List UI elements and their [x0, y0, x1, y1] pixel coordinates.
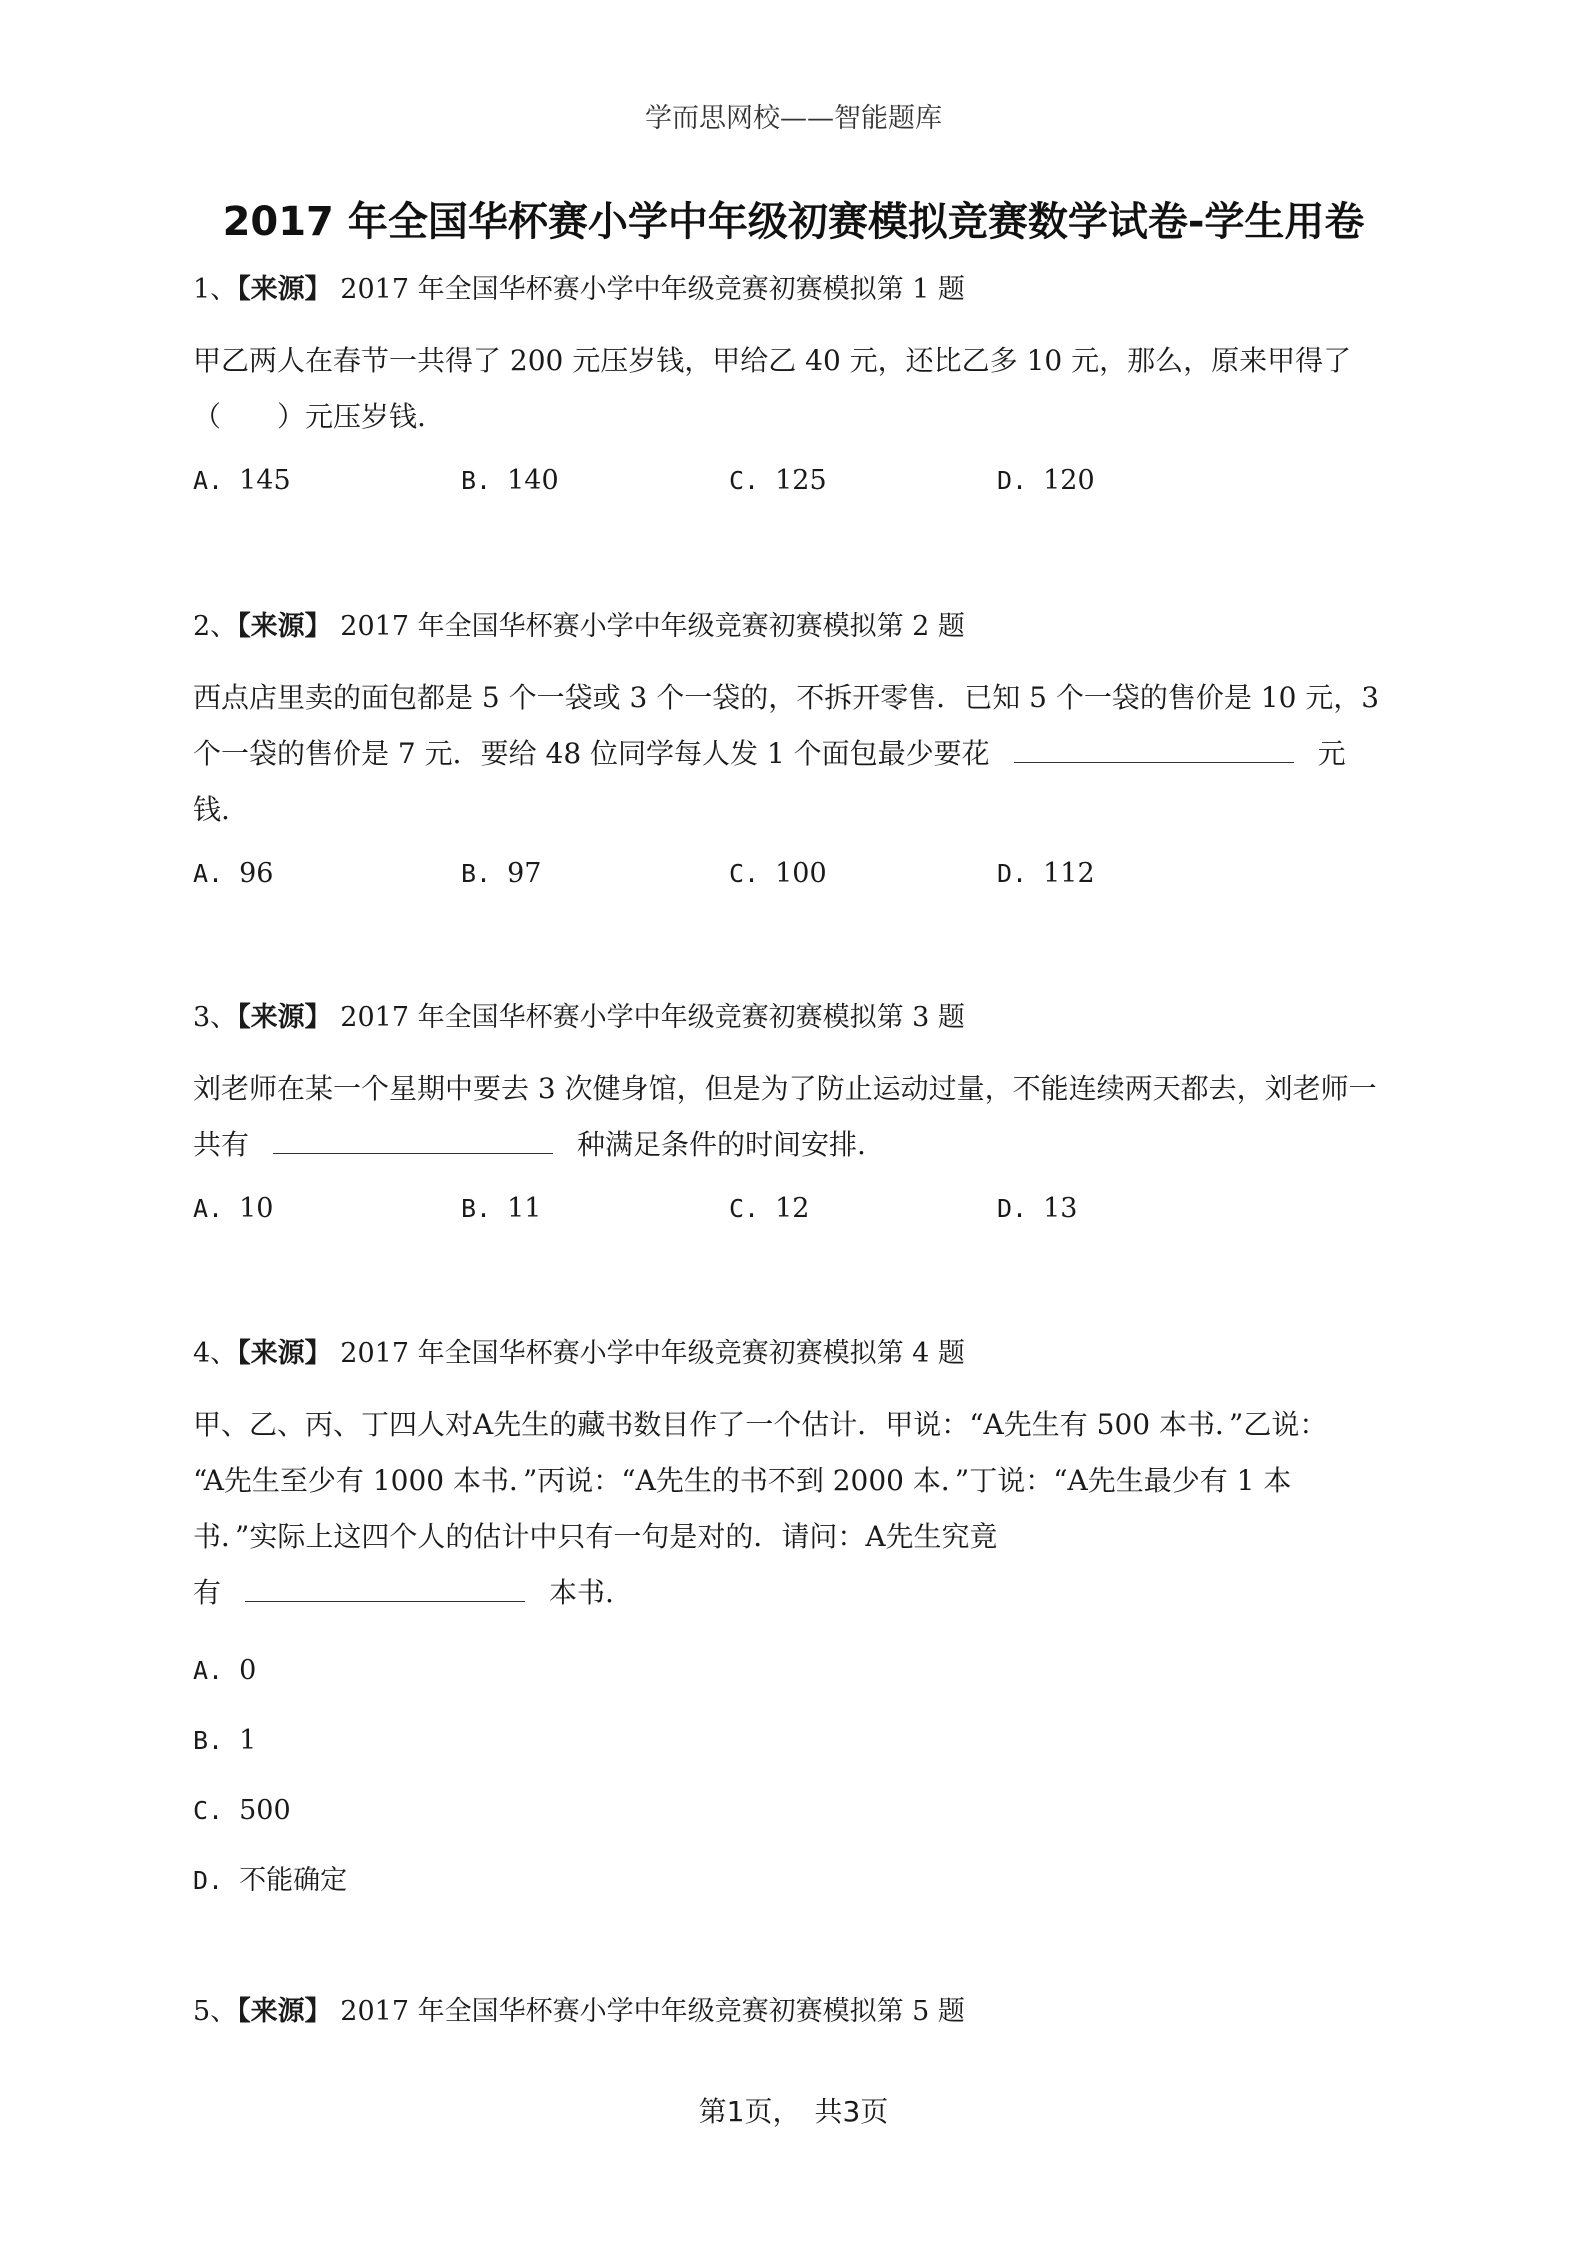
text-line: 钱.	[193, 793, 230, 826]
answer-blank[interactable]	[1014, 736, 1294, 763]
source-text: 2017 年全国华杯赛小学中年级竞赛初赛模拟第 4 题	[340, 1338, 965, 1369]
source-label: 【来源】	[237, 1338, 332, 1369]
question-source	[193, 607, 1403, 647]
page-header: 学而思网校——智能题库	[645, 103, 942, 134]
question-number: 2、	[193, 611, 238, 642]
source-text: 2017 年全国华杯赛小学中年级竞赛初赛模拟第 2 题	[340, 611, 965, 642]
option-d[interactable]: D. 13	[997, 1193, 1078, 1224]
option-b[interactable]: B. 97	[461, 858, 542, 889]
text-line: 个一袋的售价是 7 元．要给 48 位同学每人发 1 个面包最少要花 元	[193, 737, 1346, 770]
text-line: 有 本书.	[193, 1576, 614, 1609]
option-c[interactable]: C. 100	[729, 858, 827, 889]
option-a[interactable]: A. 0	[193, 1655, 257, 1686]
exam-title: 2017 年全国华杯赛小学中年级初赛模拟竞赛数学试卷-学生用卷	[222, 199, 1365, 245]
text-line: “A先生至少有 1000 本书．”丙说：“A先生的书不到 2000 本．”丁说：“A先生最少有 1 本	[193, 1464, 1292, 1497]
question-number: 3、	[193, 1002, 238, 1033]
source-text: 2017 年全国华杯赛小学中年级竞赛初赛模拟第 1 题	[340, 274, 965, 305]
question-number: 4、	[193, 1338, 238, 1369]
option-a[interactable]: A. 10	[193, 1193, 274, 1224]
text-line: 共有 种满足条件的时间安排.	[193, 1128, 866, 1161]
question-text	[193, 1061, 1403, 1173]
text-line: 西点店里卖的面包都是 5 个一袋或 3 个一袋的，不拆开零售．已知 5 个一袋的售价是 10 元，3	[193, 681, 1380, 714]
option-d[interactable]: D. 120	[997, 465, 1095, 496]
source-text: 2017 年全国华杯赛小学中年级竞赛初赛模拟第 3 题	[340, 1002, 965, 1033]
question-text	[193, 333, 1403, 445]
options-row	[193, 858, 1403, 898]
text-line: （ ）元压岁钱.	[193, 400, 426, 433]
question-2	[193, 607, 1403, 898]
question-number: 1、	[193, 274, 238, 305]
question-source	[193, 1992, 1403, 2032]
options-row	[193, 1193, 1403, 1233]
option-c[interactable]: C. 125	[729, 465, 827, 496]
question-4	[193, 1334, 1403, 1901]
question-source	[193, 270, 1403, 310]
option-b[interactable]: B. 140	[461, 465, 559, 496]
answer-blank[interactable]	[245, 1575, 525, 1602]
question-source	[193, 998, 1403, 1038]
option-a[interactable]: A. 96	[193, 858, 274, 889]
question-3	[193, 998, 1403, 1233]
source-label: 【来源】	[237, 274, 332, 305]
source-label: 【来源】	[237, 611, 332, 642]
question-number: 5、	[193, 1996, 238, 2027]
text-line: 书．”实际上这四个人的估计中只有一句是对的．请问：A先生究竟	[193, 1520, 998, 1553]
source-text: 2017 年全国华杯赛小学中年级竞赛初赛模拟第 5 题	[340, 1996, 965, 2027]
option-a[interactable]: A. 145	[193, 465, 291, 496]
question-source	[193, 1334, 1403, 1374]
option-b[interactable]: B. 1	[193, 1725, 257, 1756]
question-1	[193, 270, 1403, 505]
option-d[interactable]: D. 112	[997, 858, 1095, 889]
source-label: 【来源】	[237, 1996, 332, 2027]
text-line: 刘老师在某一个星期中要去 3 次健身馆，但是为了防止运动过量，不能连续两天都去，刘老师一	[193, 1072, 1377, 1105]
question-5	[193, 1992, 1403, 2032]
text-line: 甲乙两人在春节一共得了 200 元压岁钱，甲给乙 40 元，还比乙多 10 元，那么，原来甲得了	[193, 344, 1352, 377]
text-line: 甲、乙、丙、丁四人对A先生的藏书数目作了一个估计．甲说：“A先生有 500 本书．”乙说：	[193, 1408, 1328, 1441]
option-d[interactable]: D. 不能确定	[193, 1865, 348, 1896]
source-label: 【来源】	[237, 1002, 332, 1033]
option-c[interactable]: C. 12	[729, 1193, 810, 1224]
option-c[interactable]: C. 500	[193, 1795, 291, 1826]
question-text	[193, 1397, 1403, 1621]
answer-blank[interactable]	[273, 1127, 553, 1154]
question-text	[193, 670, 1403, 838]
option-b[interactable]: B. 11	[461, 1193, 542, 1224]
options-row	[193, 465, 1403, 505]
page-footer: 第1页， 共3页	[698, 2095, 889, 2128]
